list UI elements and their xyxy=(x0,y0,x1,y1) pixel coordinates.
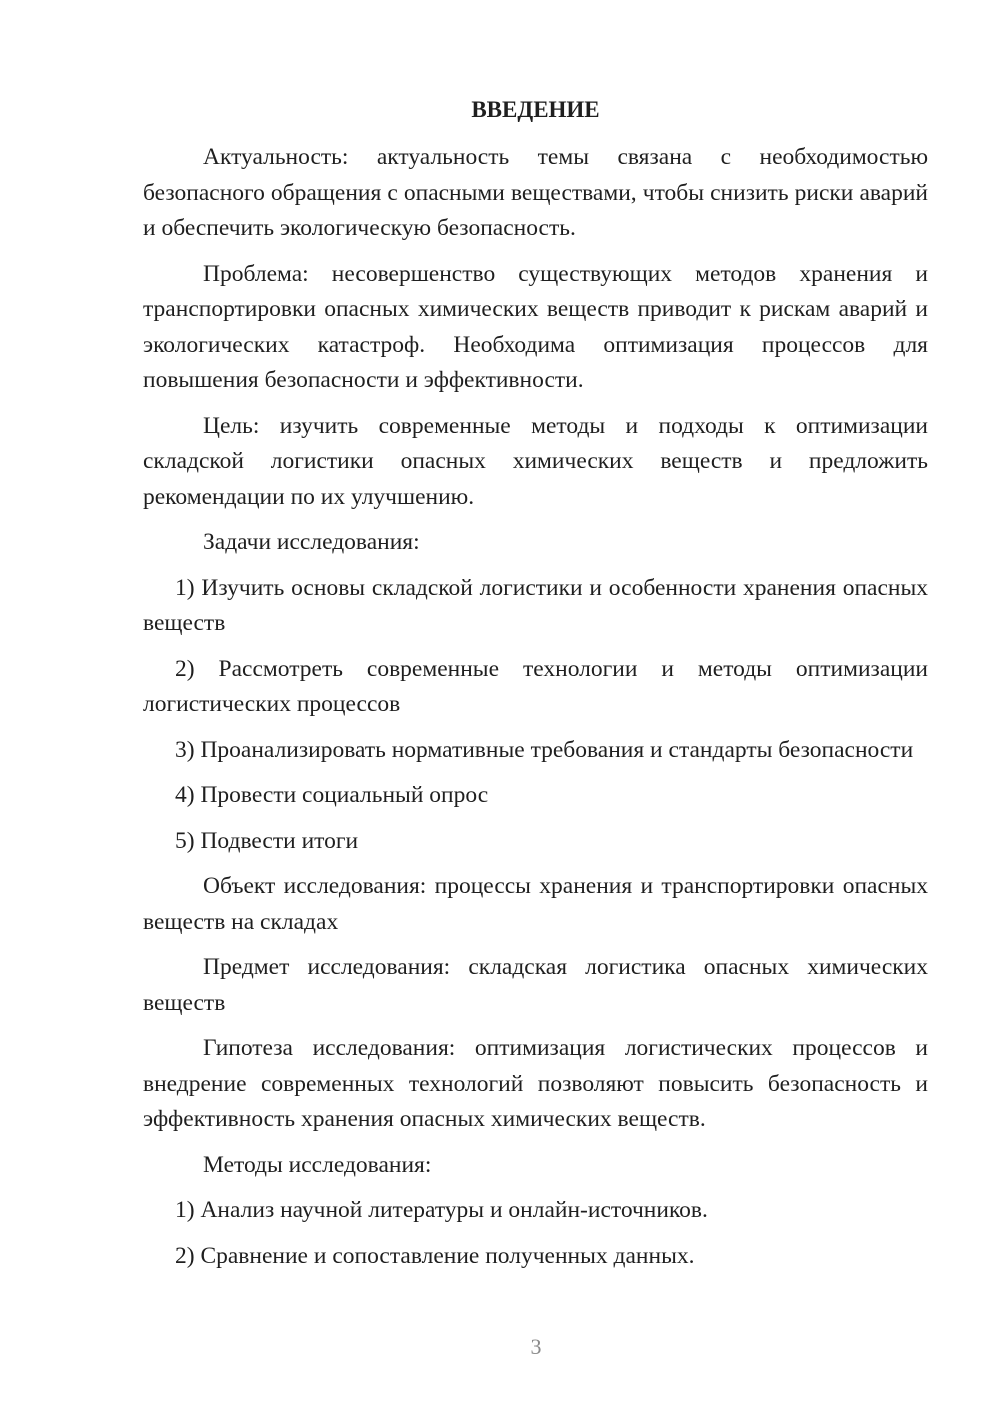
hypothesis-paragraph: Гипотеза исследования: оптимизация логистических процессов и внедрение современных технологий позволяют повысить безопасность и эффективность хранения опасных химических веществ. xyxy=(143,1035,928,1132)
goal-paragraph: Цель: изучить современные методы и подходы к оптимизации складской логистики опасных химических веществ и предложить рекомендации по их улучшению. xyxy=(143,412,928,510)
task-item-4: 4) Провести социальный опрос xyxy=(175,782,489,808)
object-paragraph: Объект исследования: процессы хранения и транспортировки опасных веществ на складах xyxy=(143,873,928,935)
task-item-2: 2) Рассмотреть современные технологии и методы оптимизации логистических процессов xyxy=(143,655,928,717)
task-item-5: 5) Подвести итоги xyxy=(175,827,359,854)
problem-paragraph: Проблема: несовершенство существующих методов хранения и транспортировки опасных химических веществ приводит к рискам аварий и экологических катастроф. Необходима оптимизация процессов для повышения безопасности и эффективности. xyxy=(143,260,928,393)
task-item-1: 1) Изучить основы складской логистики и особенности хранения опасных веществ xyxy=(143,574,928,636)
method-item-2: 2) Сравнение и сопоставление полученных данных. xyxy=(175,1242,695,1269)
task-item-3: 3) Проанализировать нормативные требования и стандарты безопасности xyxy=(175,736,914,763)
method-item-1: 1) Анализ научной литературы и онлайн-источников. xyxy=(175,1197,708,1223)
tasks-heading: Задачи исследования: xyxy=(203,529,420,555)
relevance-paragraph: Актуальность: актуальность темы связана с необходимостью безопасного обращения с опасными веществами, чтобы снизить риски аварий и обеспечить экологическую безопасность. xyxy=(143,144,928,241)
subject-paragraph: Предмет исследования: складская логистика опасных химических веществ xyxy=(143,954,928,1016)
page-content xyxy=(143,92,928,1284)
section-title: ВВЕДЕНИЕ xyxy=(471,97,600,122)
methods-heading: Методы исследования: xyxy=(203,1151,432,1178)
page-number: 3 xyxy=(530,1334,542,1359)
